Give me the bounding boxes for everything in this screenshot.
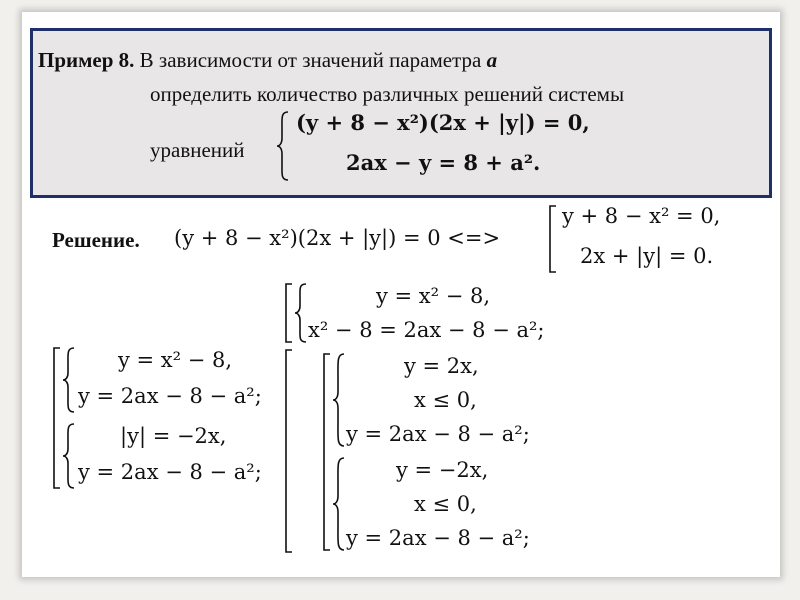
problem-text-3: уравнений (150, 138, 245, 162)
upper-line-2: x² − 8 = 2ax − 8 − a²; (308, 318, 545, 342)
problem-eq-2: 2ax − y = 8 + a². (346, 150, 541, 175)
solution-case-1: y + 8 − x² = 0, (562, 204, 721, 228)
left-brace-1 (62, 346, 76, 414)
right-sys1-line-3: y = 2ax − 8 − a²; (346, 422, 530, 446)
left-sys2-line-1: |y| = −2x, (120, 424, 227, 448)
right-brace-2 (332, 456, 346, 552)
upper-brace (294, 282, 308, 344)
right-sys2-line-3: y = 2ax − 8 − a²; (346, 526, 530, 550)
upper-bracket (284, 282, 294, 344)
right-brace-1 (332, 352, 346, 448)
right-sys2-line-2: x ≤ 0, (414, 492, 477, 516)
problem-text-2: определить количество различных решений системы (150, 82, 625, 106)
left-outer-bracket (52, 346, 62, 490)
solution-label: Решение. (52, 228, 140, 252)
solution-bracket (548, 204, 558, 274)
problem-text-1: В зависимости от значений параметра (139, 48, 482, 72)
left-sys1-line-1: y = x² − 8, (118, 348, 233, 372)
left-sys2-line-2: y = 2ax − 8 − a²; (78, 460, 262, 484)
left-sys1-line-2: y = 2ax − 8 − a²; (78, 384, 262, 408)
tall-bracket (284, 348, 294, 554)
problem-param: a (486, 48, 498, 72)
problem-line-1 (38, 48, 497, 73)
right-outer-bracket (322, 352, 332, 552)
right-sys1-line-1: y = 2x, (404, 354, 479, 378)
right-sys1-line-2: x ≤ 0, (414, 388, 477, 412)
left-brace-2 (62, 422, 76, 490)
solution-equation: (y + 8 − x²)(2x + |y|) = 0 <=> (174, 226, 501, 250)
solution-case-2: 2x + |y| = 0. (580, 244, 714, 268)
problem-system-brace (276, 110, 290, 182)
problem-eq-1: (y + 8 − x²)(2x + |y|) = 0, (296, 110, 590, 135)
right-sys2-line-1: y = −2x, (396, 458, 489, 482)
problem-label: Пример 8. (38, 48, 135, 72)
upper-line-1: y = x² − 8, (376, 284, 491, 308)
